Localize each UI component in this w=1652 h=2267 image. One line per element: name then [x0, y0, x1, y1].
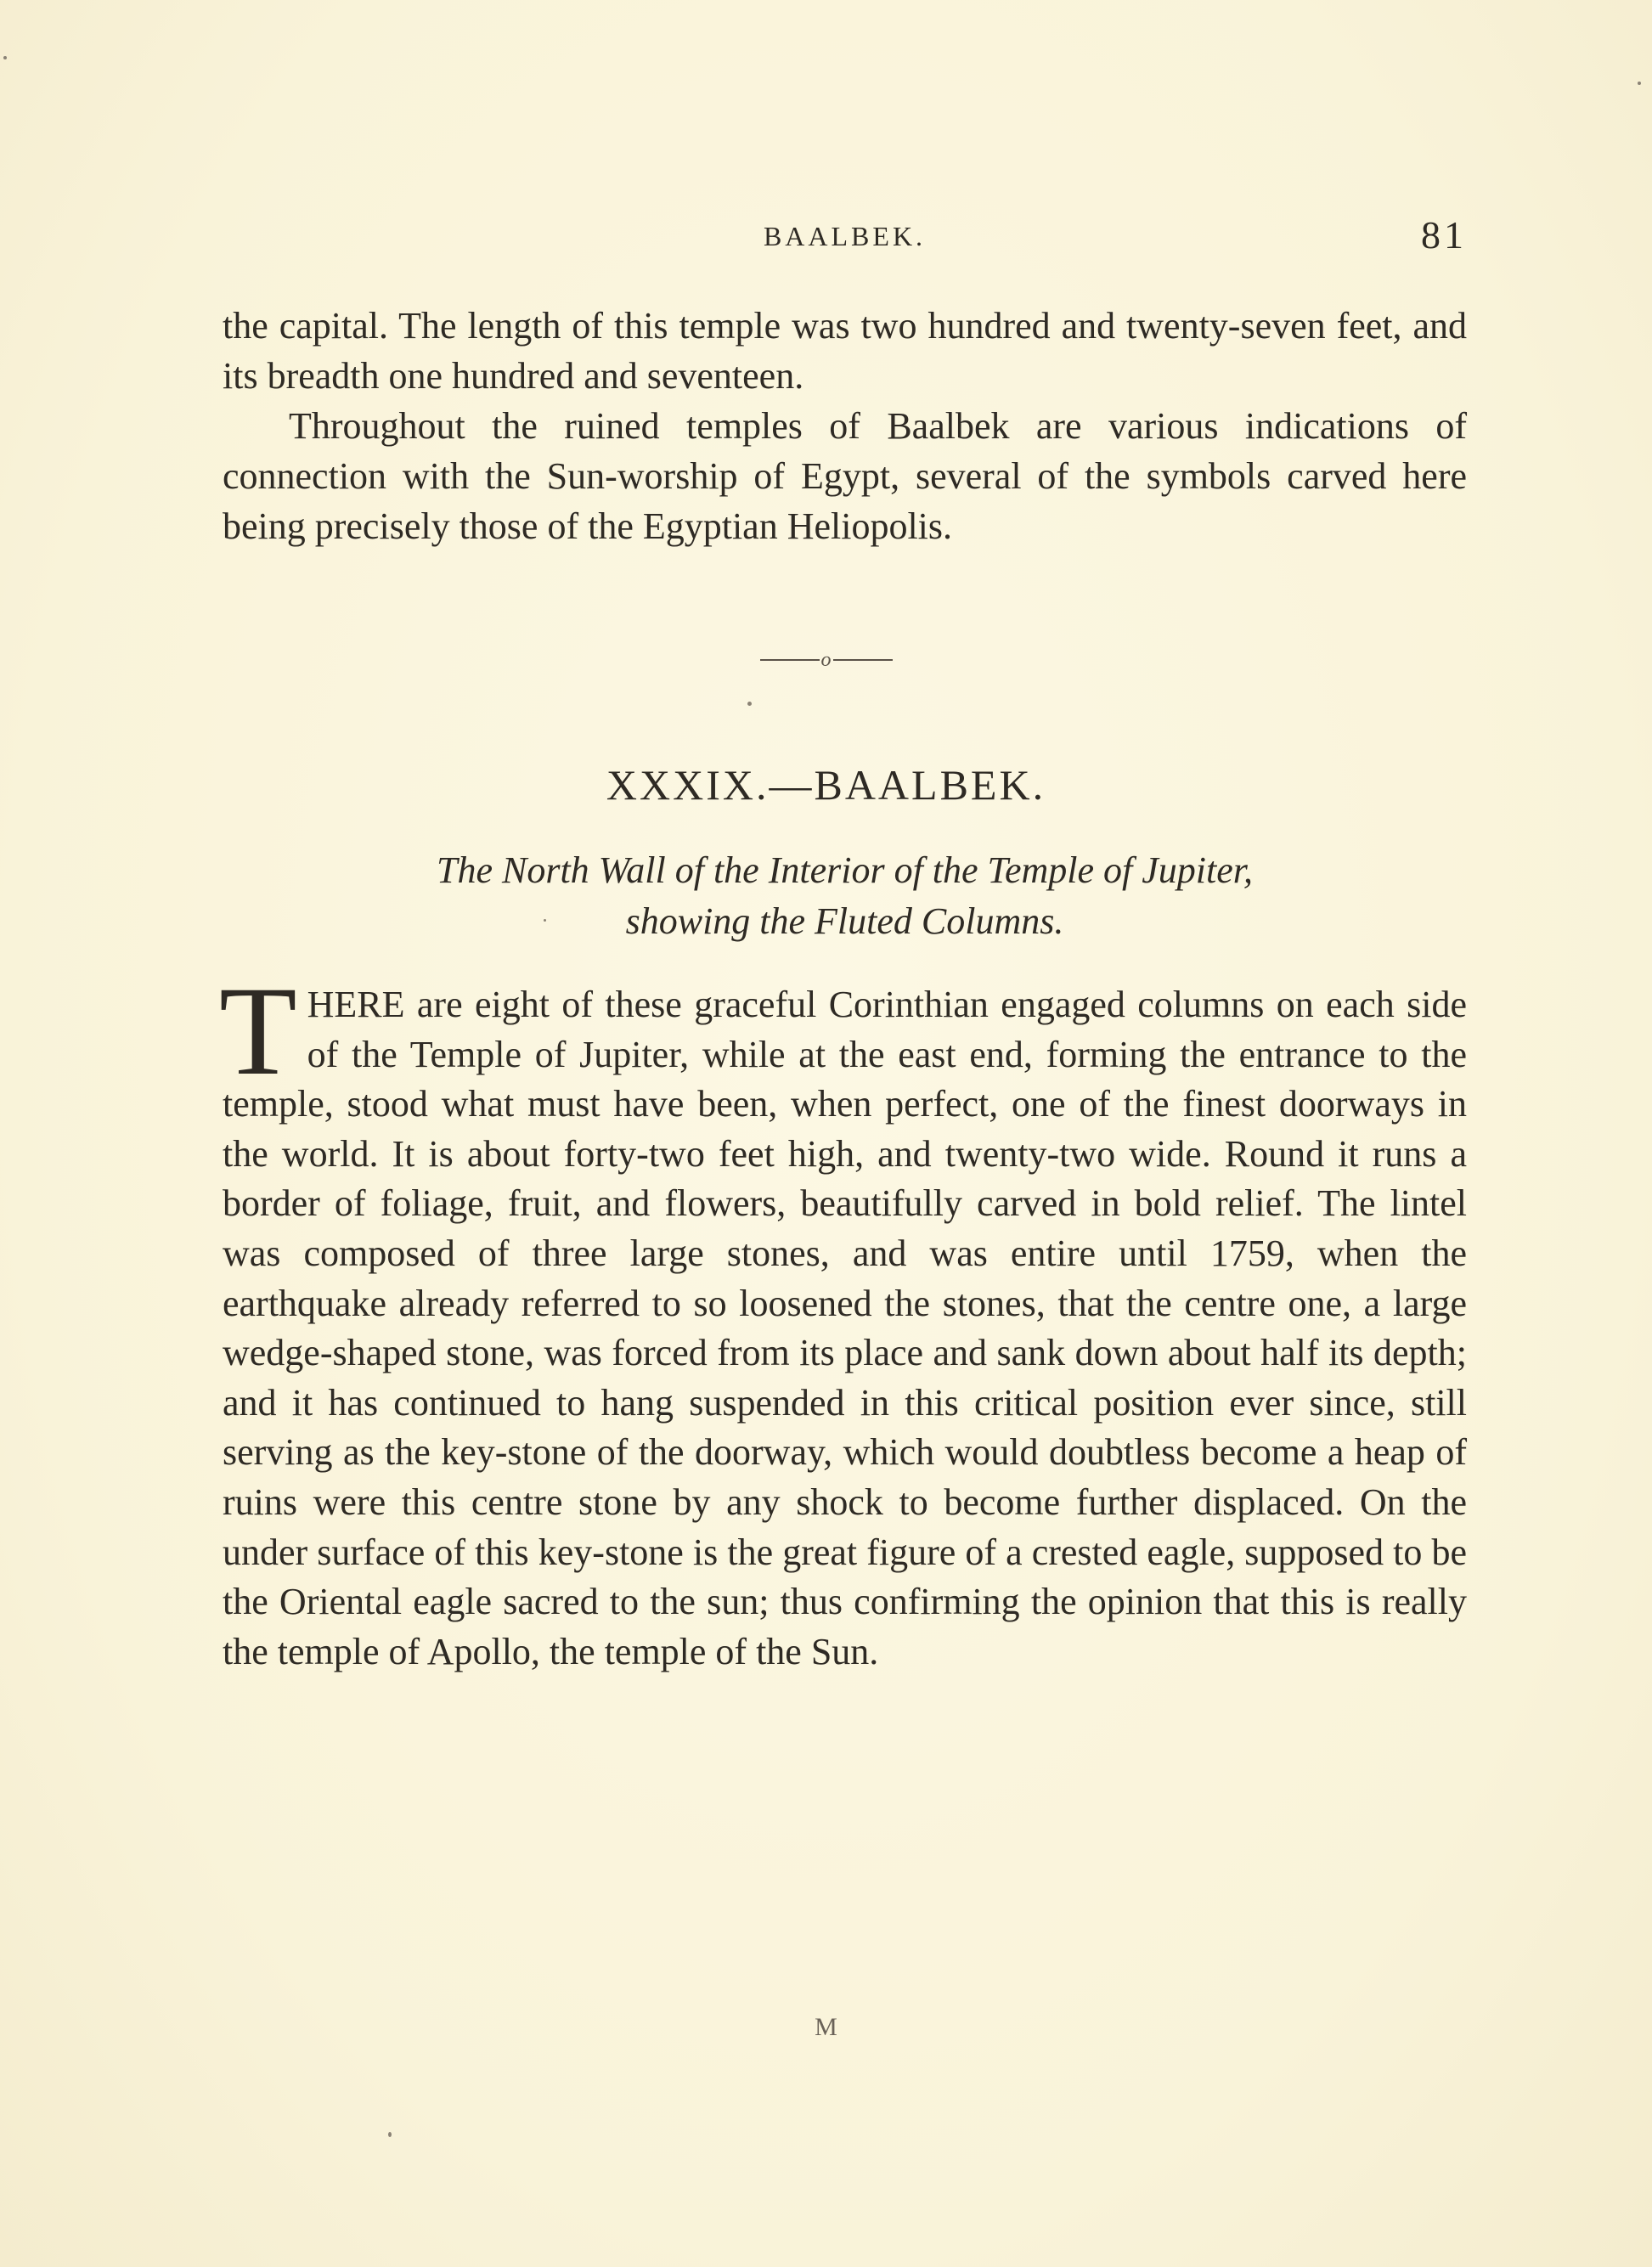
carryover-paragraph-2: Throughout the ruined temples of Baalbek are various indications of connection with the Sun-worship of Egypt, several of the symbols carved here being precisely those of the Egyptian Heliopolis. — [223, 405, 1467, 547]
carryover-paragraph-1: the capital. The length of this temple was two hundred and twenty-seven feet, and its breadth one hundred and seventeen. — [223, 305, 1467, 397]
subtitle-line-2: showing the Fluted Columns. — [625, 900, 1064, 942]
chapter-title: XXXIX.—BAALBEK. — [606, 761, 1046, 809]
running-title: BAALBEK. — [763, 221, 927, 251]
drop-cap: T — [219, 961, 297, 1102]
paper-speck — [3, 56, 7, 59]
divider-rule-left — [760, 659, 820, 661]
divider-rule-right — [833, 659, 893, 661]
section-divider-ornament — [0, 648, 1652, 672]
carryover-text — [223, 301, 1467, 551]
chapter-body — [219, 961, 1467, 1677]
page-number: 81 — [1421, 213, 1467, 257]
paper-speck — [1638, 82, 1641, 85]
running-head — [223, 212, 1467, 263]
signature-mark: M — [815, 2013, 837, 2041]
chapter-subtitle — [223, 845, 1467, 947]
paper-speck — [747, 702, 752, 706]
divider-mark: o — [820, 648, 832, 671]
chapter-body-text: HERE are eight of these graceful Corinthian engaged columns on each side of the Temple of Jupiter, while at the east end, forming the entrance to the temple, stood what must have been, when perfect, one of the finest doorways in the world. It is about forty-two feet high, and twenty-two wide. Round it runs a border of foliage, fruit, and flowers, beautifully carved in bold relief. The lintel was composed of three large stones, and was entire until 1759, when the earthquake already referred to so loosened the stones, that the centre one, a large wedge-shaped stone, was forced from its place and sank down about half its depth; and it has continued to hang suspended in this critical position ever since, still serving as the key-stone of the doorway, which would doubtless become a heap of ruins were this centre stone by any shock to become further displaced. On the under surface of this key-stone is the great figure of a crested eagle, supposed to be the Oriental eagle sacred to the sun; thus confirming the opinion that this is really the temple of Apollo, the temple of the Sun. — [223, 984, 1467, 1672]
paper-speck — [388, 2132, 392, 2137]
subtitle-line-1: The North Wall of the Interior of the Temple of Jupiter, — [436, 849, 1254, 891]
